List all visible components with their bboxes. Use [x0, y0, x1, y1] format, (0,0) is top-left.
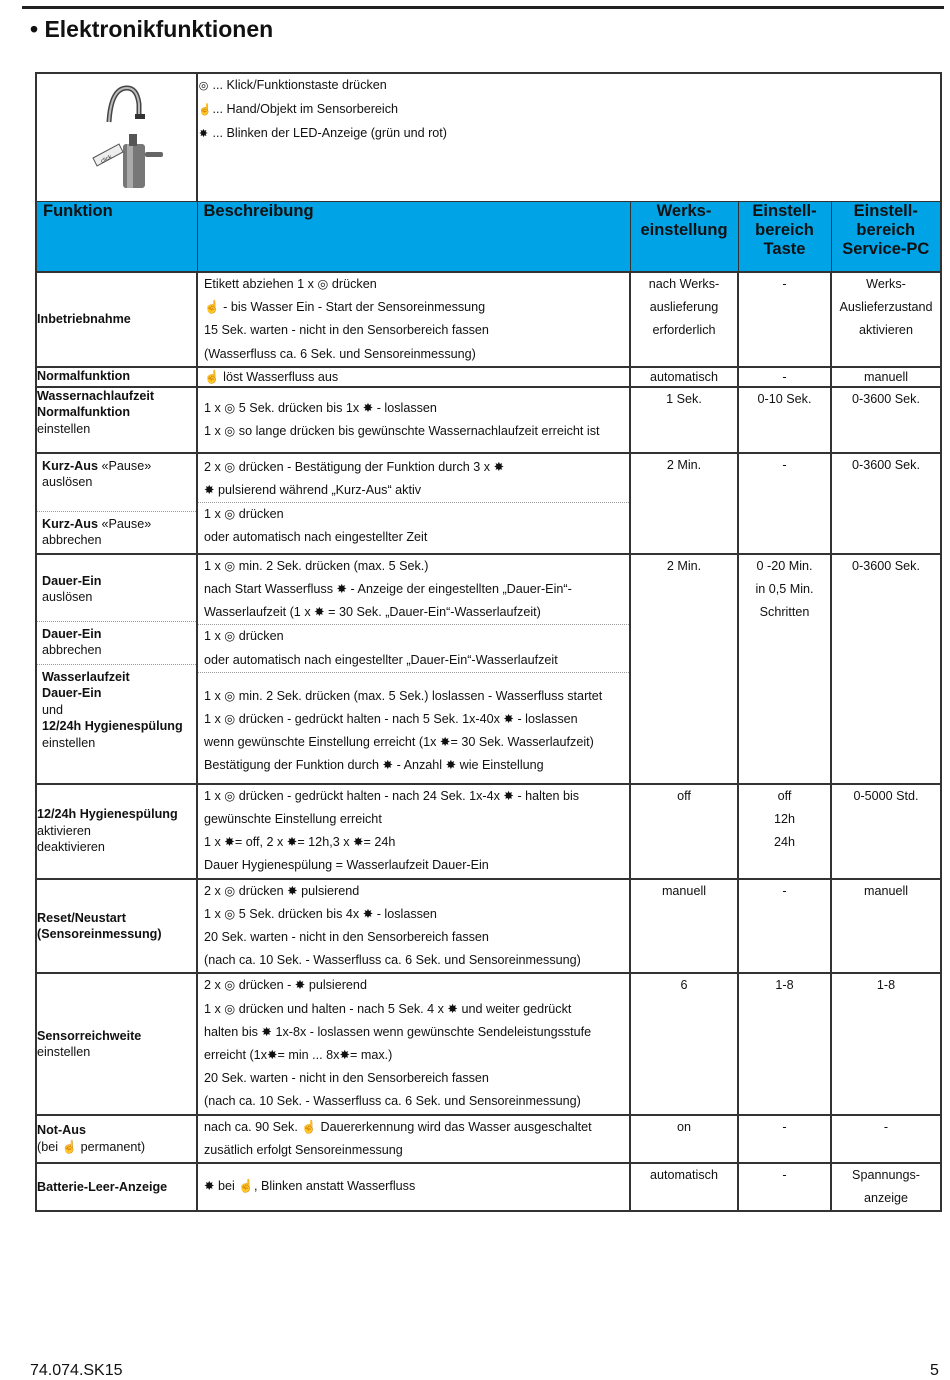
pc-range-cell: Werks- Auslieferzustand aktivieren	[831, 272, 941, 367]
factory-setting-cell: automatisch	[630, 367, 738, 387]
description-cell: 1 x ◎ 5 Sek. drücken bis 1x ✸ - loslassen 1 x ◎ so lange drücken bis gewünschte Wassernachlaufzeit erreicht ist	[197, 387, 630, 453]
header-einstellbereich-taste: Einstell- bereich Taste	[738, 202, 831, 273]
factory-setting-cell: 1 Sek.	[630, 387, 738, 453]
table-row	[36, 1115, 941, 1163]
function-cell	[36, 453, 197, 554]
description-cell: 1 x ◎ drücken - gedrückt halten - nach 24 Sek. 1x-4x ✸ - halten bis gewünschte Einstellung erreicht 1 x ✸= off, 2 x ✸= 12h,3 x ✸= 24h Dauer Hygienespülung = Wasserlaufzeit Dauer-Ein	[197, 784, 630, 879]
faucet-illustration	[37, 74, 198, 198]
legend-cell	[197, 73, 941, 202]
hand-icon: ☝	[198, 104, 212, 117]
dauerein-abbrechen-label: Dauer-Ein abbrechen	[37, 622, 196, 665]
factory-setting-cell: 2 Min.	[630, 554, 738, 784]
table-row	[36, 367, 941, 387]
button-range-cell: -	[738, 879, 831, 974]
kurzaus-ausloesen-label: Kurz-Aus «Pause» auslösen	[37, 454, 196, 512]
button-range-cell: 0-10 Sek.	[738, 387, 831, 453]
legend-text: ... Blinken der LED-Anzeige (grün und rot)	[212, 126, 448, 141]
header-werkseinstellung: Werks- einstellung	[630, 202, 738, 273]
description-cell: 2 x ◎ drücken - ✸ pulsierend 1 x ◎ drücken und halten - nach 5 Sek. 4 x ✸ und weiter gedrückt halten bis ✸ 1x-8x - loslassen wenn gewünschte Sendeleistungsstufe erreicht (1x✸= min ... 8x✸= max.) 20 Sek. warten - nicht in den Sensorbereich fassen (nach ca. 10 Sek. - Wasserfluss ca. 6 Sek. und Sensoreinmessung)	[197, 973, 630, 1114]
legend-item-click	[198, 74, 940, 98]
legend-text: ... Hand/Objekt im Sensorbereich	[212, 102, 398, 117]
button-range-cell: -	[738, 367, 831, 387]
spout-tip	[135, 114, 145, 119]
function-cell: 12/24h Hygienespülung aktivieren deaktivieren	[36, 784, 197, 879]
pc-range-cell: 0-3600 Sek.	[831, 453, 941, 554]
pc-range-cell: manuell	[831, 367, 941, 387]
function-cell: Reset/Neustart (Sensoreinmessung)	[36, 879, 197, 974]
wasserlaufzeit-label: Wasserlaufzeit Dauer-Ein und 12/24h Hygienespülung einstellen	[42, 669, 183, 750]
table-row	[36, 554, 941, 784]
header-beschreibung: Beschreibung	[197, 202, 630, 273]
pc-range-cell: 0-3600 Sek.	[831, 387, 941, 453]
table-row	[36, 784, 941, 879]
pc-range-cell: 1-8	[831, 973, 941, 1114]
function-cell	[36, 554, 197, 784]
button-range-cell: -	[738, 1115, 831, 1163]
dauerein-ausloesen-label: Dauer-Ein auslösen	[37, 555, 196, 622]
document-number: 74.074.SK15	[30, 1362, 123, 1379]
legend-row	[36, 73, 941, 202]
click-tag-label: click	[99, 154, 114, 166]
button-range-cell: off 12h 24h	[738, 784, 831, 879]
pc-range-cell: -	[831, 1115, 941, 1163]
function-cell: Inbetriebnahme	[36, 272, 197, 367]
description-cell: 1 x ◎ min. 2 Sek. drücken (max. 5 Sek.) nach Start Wasserfluss ✸ - Anzeige der eingestellten „Dauer-Ein“- Wasserlaufzeit (1 x ✸ = 30 Sek. „Dauer-Ein“-Wasserlaufzeit) 1 x ◎ drücken oder automatisch nach eingestellter „Dauer-Ein“-Wasserlaufzeit 1 x ◎ min. 2 Sek. drücken (max. 5 Sek.) loslassen - Wasserfluss startet 1 x ◎ drücken - gedrückt halten - nach 5 Sek. 1x-40x ✸ - loslassen wenn gewünschte Einstellung erreicht (1x ✸= 30 Sek. Wasserlaufzeit) Bestätigung der Funktion durch ✸ - Anzahl ✸ wie Einstellung	[197, 554, 630, 784]
page-number: 5	[930, 1362, 939, 1379]
blink-icon: ✸	[198, 128, 209, 141]
table-row	[36, 1163, 941, 1211]
button-range-cell: -	[738, 272, 831, 367]
legend-text: ... Klick/Funktionstaste drücken	[212, 78, 387, 92]
description-cell: nach ca. 90 Sek. ☝ Dauererkennung wird das Wasser ausgeschaltet zusätlich erfolgt Sensoreinmessung	[197, 1115, 630, 1163]
table-row	[36, 387, 941, 453]
button-range-cell: 0 -20 Min. in 0,5 Min. Schritten	[738, 554, 831, 784]
description-cell: ☝ löst Wasserfluss aus	[197, 367, 630, 387]
header-funktion: Funktion	[36, 202, 197, 273]
function-cell: Batterie-Leer-Anzeige	[36, 1163, 197, 1211]
factory-setting-cell: automatisch	[630, 1163, 738, 1211]
button-range-cell: 1-8	[738, 973, 831, 1114]
description-cell: Etikett abziehen 1 x ◎ drücken ☝ - bis Wasser Ein - Start der Sensoreinmessung 15 Sek. warten - nicht in den Sensorbereich fassen (Wasserfluss ca. 6 Sek. und Sensoreinmessung)	[197, 272, 630, 367]
table-row	[36, 453, 941, 554]
factory-setting-cell: nach Werks- auslieferung erforderlich	[630, 272, 738, 367]
function-cell: Not-Aus (bei ☝ permanent)	[36, 1115, 197, 1163]
top-rule	[22, 6, 944, 9]
page-title: • Elektronikfunktionen	[30, 16, 274, 42]
faucet-lever	[145, 152, 163, 157]
kurzaus-abbrechen-label: Kurz-Aus «Pause» abbrechen	[42, 516, 152, 548]
faucet-image-cell	[36, 73, 197, 202]
pc-range-cell: 0-3600 Sek.	[831, 554, 941, 784]
legend-item-hand	[198, 98, 940, 122]
button-range-cell: -	[738, 1163, 831, 1211]
function-table-wrapper	[35, 72, 942, 1212]
factory-setting-cell: manuell	[630, 879, 738, 974]
table-row	[36, 272, 941, 367]
header-einstellbereich-pc: Einstell- bereich Service-PC	[831, 202, 941, 273]
function-cell: Wassernachlaufzeit Normalfunktion einstellen	[36, 387, 197, 453]
function-table	[35, 72, 942, 1212]
pc-range-cell: Spannungs- anzeige	[831, 1163, 941, 1211]
click-button-icon: ◎	[198, 80, 209, 92]
pc-range-cell: manuell	[831, 879, 941, 974]
factory-setting-cell: off	[630, 784, 738, 879]
description-cell: ✸ bei ☝, Blinken anstatt Wasserfluss	[197, 1163, 630, 1211]
table-row	[36, 879, 941, 974]
button-range-cell: -	[738, 453, 831, 554]
factory-setting-cell: 6	[630, 973, 738, 1114]
pc-range-cell: 0-5000 Std.	[831, 784, 941, 879]
table-row	[36, 973, 941, 1114]
factory-setting-cell: on	[630, 1115, 738, 1163]
function-cell: Sensorreichweite einstellen	[36, 973, 197, 1114]
function-cell: Normalfunktion	[36, 367, 197, 387]
description-cell: 2 x ◎ drücken - Bestätigung der Funktion durch 3 x ✸ ✸ pulsierend während „Kurz-Aus“ aktiv 1 x ◎ drücken oder automatisch nach eingestellter Zeit	[197, 453, 630, 554]
faucet-body	[123, 144, 145, 188]
description-cell: 2 x ◎ drücken ✸ pulsierend 1 x ◎ 5 Sek. drücken bis 4x ✸ - loslassen 20 Sek. warten - nicht in den Sensorbereich fassen (nach ca. 10 Sek. - Wasserfluss ca. 6 Sek. und Sensoreinmessung)	[197, 879, 630, 974]
factory-setting-cell: 2 Min.	[630, 453, 738, 554]
table-header-row	[36, 202, 941, 273]
legend-item-blink	[198, 122, 940, 146]
